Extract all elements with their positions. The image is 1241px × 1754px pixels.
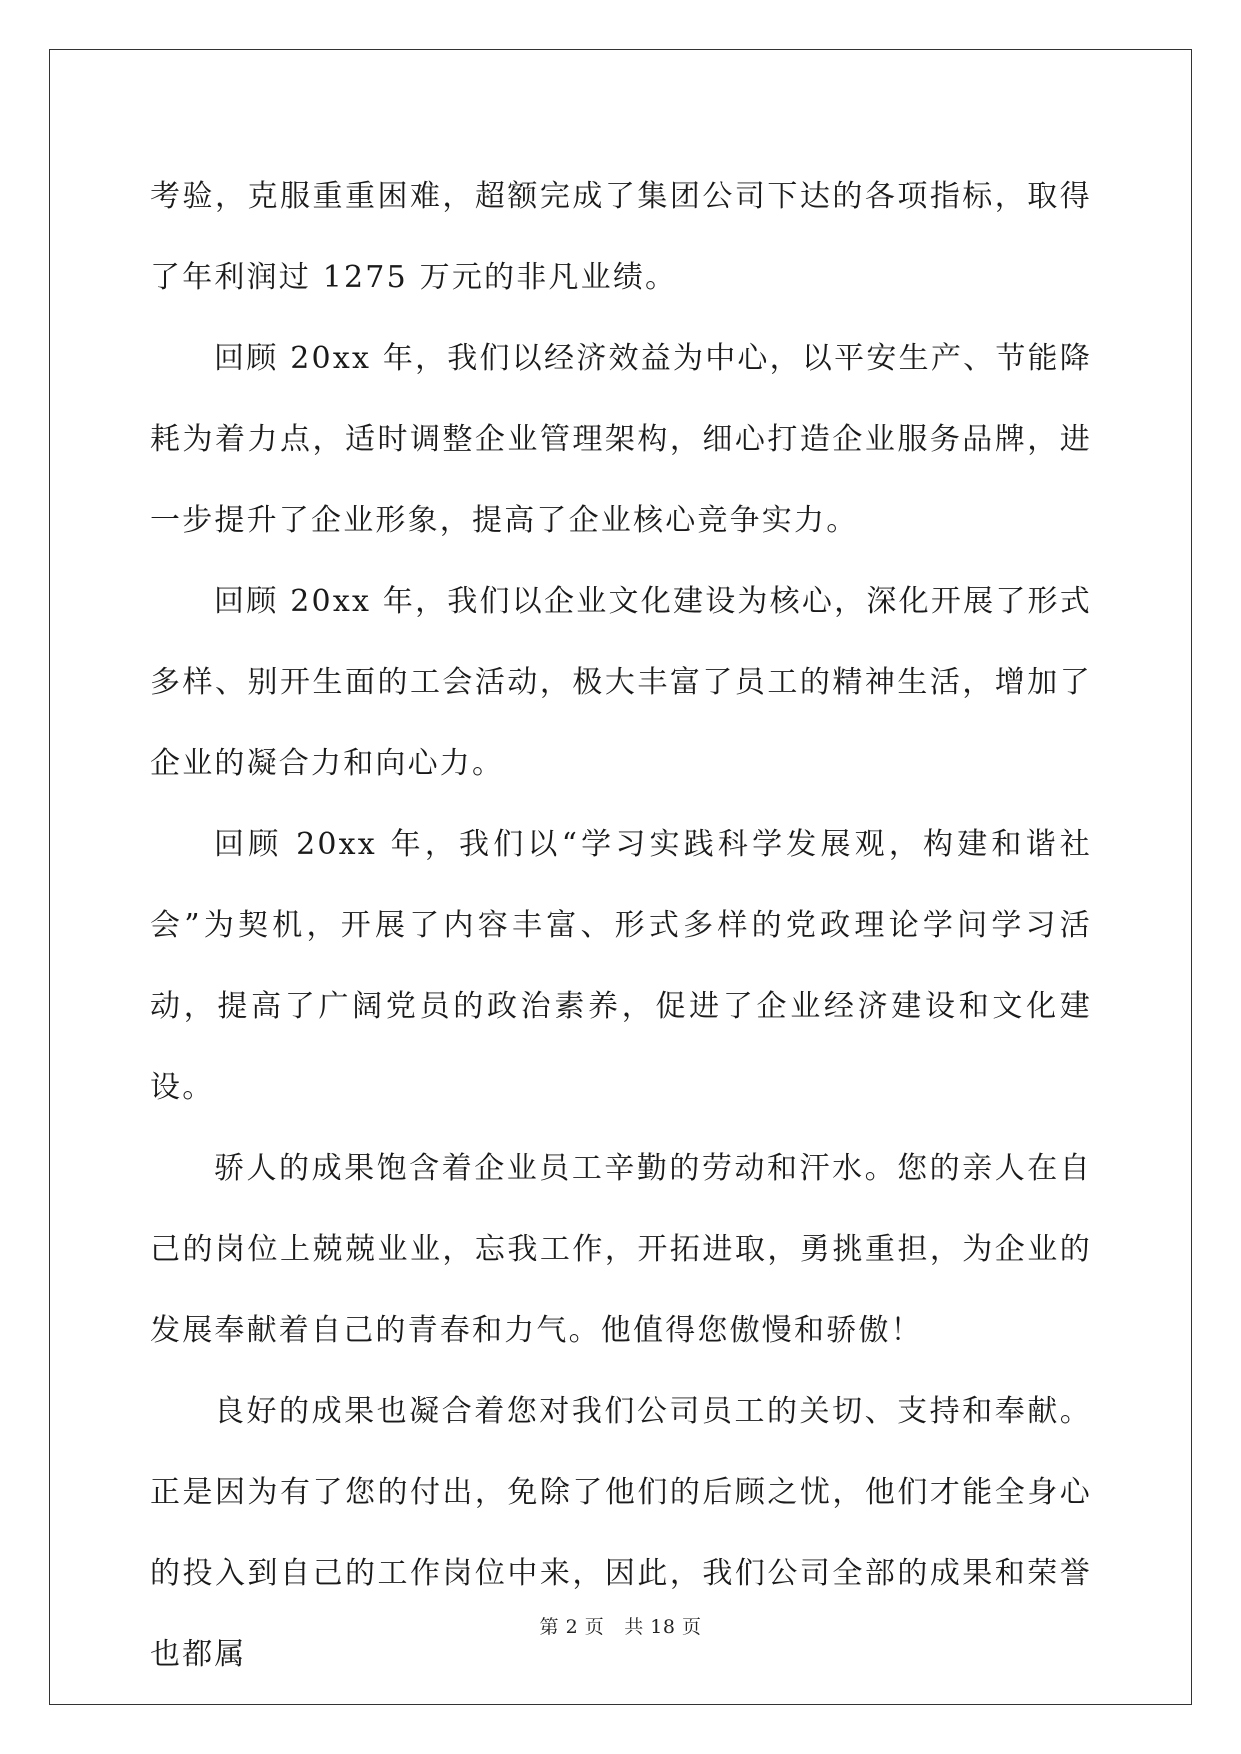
page-footer bbox=[0, 1612, 1241, 1639]
page-number: 第 2 页 bbox=[539, 1616, 605, 1638]
document-body bbox=[150, 156, 1092, 1695]
paragraph-continuation: 考验，克服重重困难，超额完成了集团公司下达的各项指标，取得了年利润过 1275 万元的非凡业绩。 bbox=[150, 179, 1092, 295]
paragraph-review-culture: 回顾 20xx 年，我们以企业文化建设为核心，深化开展了形式多样、别开生面的工会活动，极大丰富了员工的精神生活，增加了企业的凝合力和向心力。 bbox=[150, 584, 1092, 781]
paragraph-review-study: 回顾 20xx 年，我们以“学习实践科学发展观，构建和谐社会”为契机，开展了内容丰富、形式多样的党政理论学问学习活动，提高了广阔党员的政治素养，促进了企业经济建设和文化建设。 bbox=[150, 827, 1092, 1105]
paragraph-support: 良好的成果也凝合着您对我们公司员工的关切、支持和奉献。正是因为有了您的付出，免除了他们的后顾之忧，他们才能全身心的投入到自己的工作岗位中来，因此，我们公司全部的成果和荣誉也都属 bbox=[150, 1394, 1092, 1672]
paragraph-review-economy: 回顾 20xx 年，我们以经济效益为中心，以平安生产、节能降耗为着力点，适时调整企业管理架构，细心打造企业服务品牌，进一步提升了企业形象，提高了企业核心竞争实力。 bbox=[150, 341, 1092, 538]
page-total: 共 18 页 bbox=[624, 1616, 702, 1638]
paragraph-achievement: 骄人的成果饱含着企业员工辛勤的劳动和汗水。您的亲人在自己的岗位上兢兢业业，忘我工作，开拓进取，勇挑重担，为企业的发展奉献着自己的青春和力气。他值得您傲慢和骄傲！ bbox=[150, 1151, 1092, 1348]
